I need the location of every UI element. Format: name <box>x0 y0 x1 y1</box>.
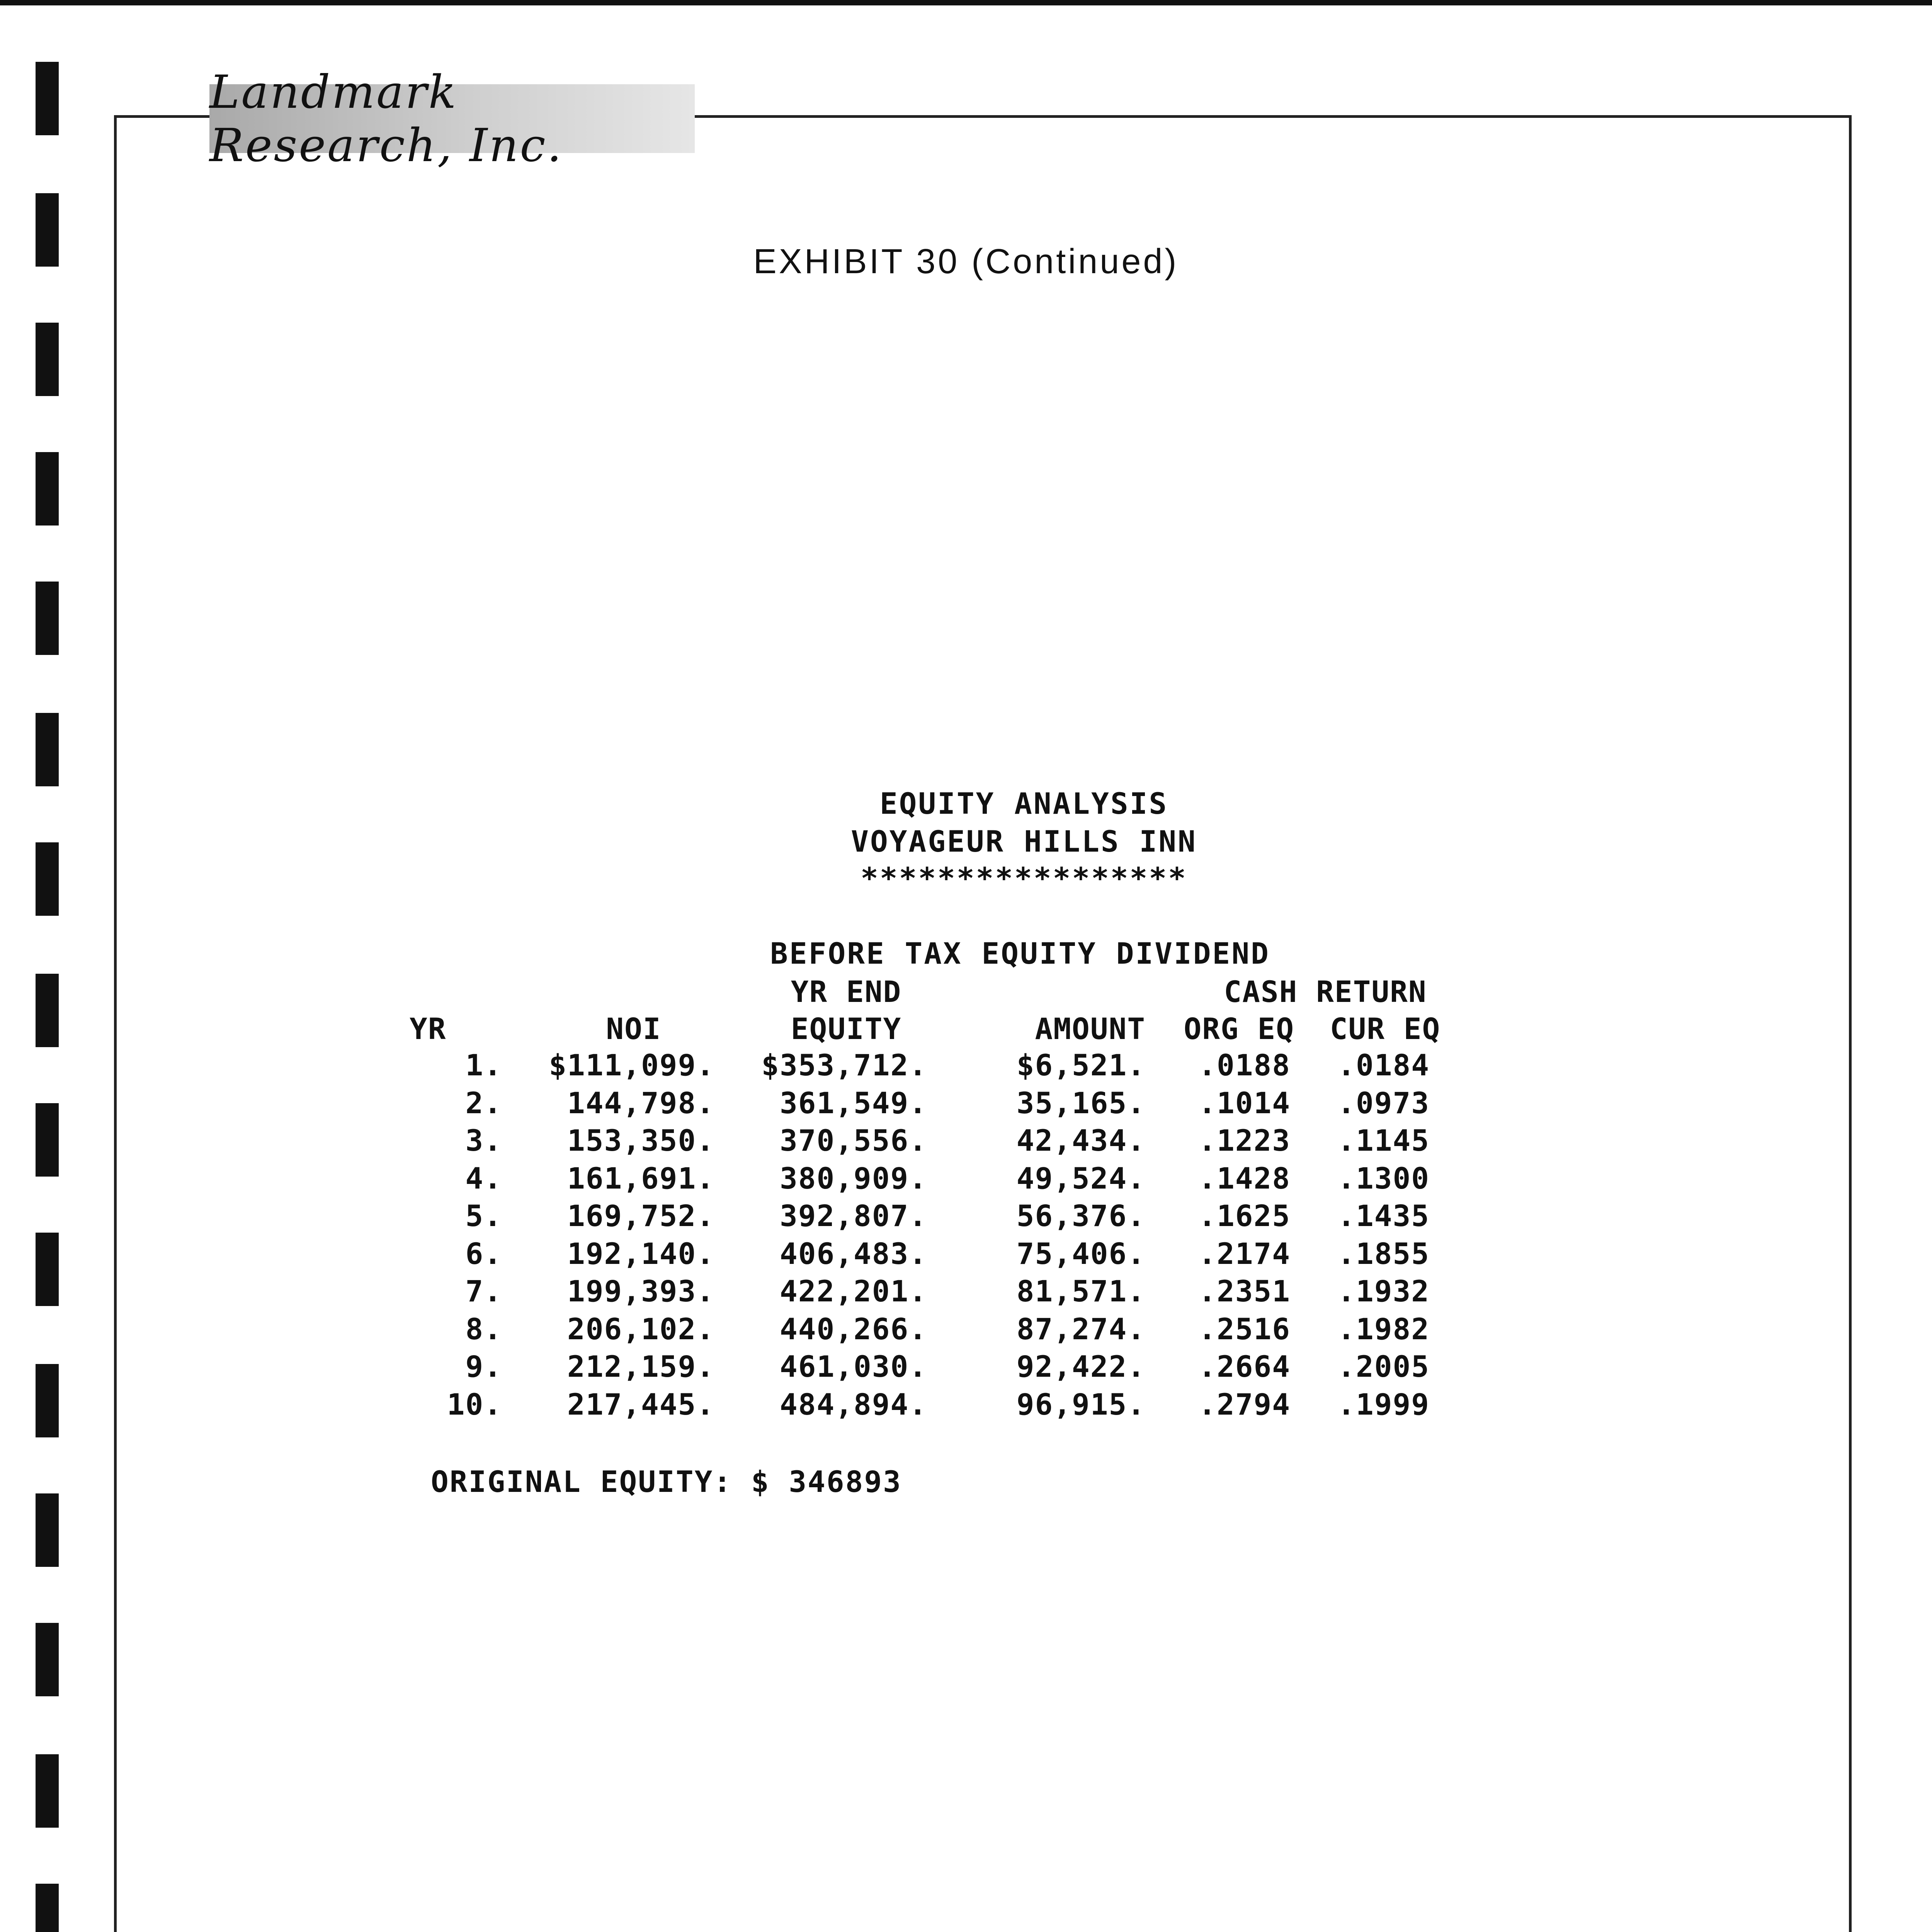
cell-yr: 10. <box>447 1387 502 1422</box>
report-subtitle: BEFORE TAX EQUITY DIVIDEND <box>770 936 1270 971</box>
exhibit-title: EXHIBIT 30 (Continued) <box>753 242 1179 281</box>
cell-amount: $6,521. <box>1016 1048 1146 1082</box>
page-frame <box>114 115 1852 1932</box>
cell-cur-eq: .1855 <box>1337 1236 1430 1271</box>
cell-cur-eq: .2005 <box>1337 1349 1430 1384</box>
cell-noi: 199,393. <box>567 1274 715 1308</box>
cell-amount: 42,434. <box>1016 1123 1146 1158</box>
binding-mark <box>36 1364 59 1437</box>
cell-cur-eq: .1999 <box>1337 1387 1430 1422</box>
cell-yr: 2. <box>465 1085 502 1120</box>
binding-mark <box>36 1884 59 1932</box>
original-equity: ORIGINAL EQUITY: $ 346893 <box>431 1464 902 1499</box>
cell-org-eq: .2351 <box>1198 1274 1291 1308</box>
page-top-edge <box>0 0 1932 5</box>
cell-noi: $111,099. <box>549 1048 715 1082</box>
cell-amount: 75,406. <box>1016 1236 1146 1271</box>
col-header-yr: YR <box>410 1012 447 1046</box>
cell-amount: 81,571. <box>1016 1274 1146 1308</box>
cell-org-eq: .1428 <box>1198 1161 1291 1196</box>
cell-yr-end-equity: 406,483. <box>779 1236 927 1271</box>
col-header-noi: NOI <box>606 1012 662 1046</box>
cell-noi: 206,102. <box>567 1311 715 1346</box>
cell-cur-eq: .1145 <box>1337 1123 1430 1158</box>
cell-org-eq: .0188 <box>1198 1048 1291 1082</box>
binding-mark <box>36 1233 59 1306</box>
cell-amount: 49,524. <box>1016 1161 1146 1196</box>
cell-org-eq: .1625 <box>1198 1199 1291 1233</box>
col-header-equity: EQUITY <box>791 1012 902 1046</box>
cell-yr: 7. <box>465 1274 502 1308</box>
property-name: VOYAGEUR HILLS INN <box>851 824 1197 859</box>
cell-org-eq: .2174 <box>1198 1236 1291 1271</box>
cell-noi: 144,798. <box>567 1085 715 1120</box>
cell-yr: 1. <box>465 1048 502 1082</box>
cell-cur-eq: .0184 <box>1337 1048 1430 1082</box>
binding-mark <box>36 193 59 267</box>
cell-amount: 87,274. <box>1016 1311 1146 1346</box>
cell-org-eq: .2664 <box>1198 1349 1291 1384</box>
cell-amount: 35,165. <box>1016 1085 1146 1120</box>
binding-mark <box>36 323 59 396</box>
company-logo-text: Landmark Research, Inc. <box>209 65 563 172</box>
col-header-cur-eq: CUR EQ <box>1330 1012 1441 1046</box>
company-logo <box>209 65 695 172</box>
cell-yr: 6. <box>465 1236 502 1271</box>
cell-amount: 56,376. <box>1016 1199 1146 1233</box>
cell-cur-eq: .0973 <box>1337 1085 1430 1120</box>
cell-noi: 217,445. <box>567 1387 715 1422</box>
binding-marks <box>36 0 59 1932</box>
cell-noi: 169,752. <box>567 1199 715 1233</box>
cell-yr: 4. <box>465 1161 502 1196</box>
col-header-cash-return: CASH RETURN <box>1224 975 1427 1009</box>
cell-yr-end-equity: 440,266. <box>779 1311 927 1346</box>
cell-yr-end-equity: 361,549. <box>779 1085 927 1120</box>
binding-mark <box>36 1493 59 1567</box>
binding-mark <box>36 713 59 786</box>
cell-yr-end-equity: 380,909. <box>779 1161 927 1196</box>
binding-mark <box>36 842 59 916</box>
cell-amount: 92,422. <box>1016 1349 1146 1384</box>
binding-mark <box>36 1103 59 1177</box>
col-header-amount: AMOUNT <box>1035 1012 1146 1046</box>
cell-noi: 192,140. <box>567 1236 715 1271</box>
cell-cur-eq: .1300 <box>1337 1161 1430 1196</box>
binding-mark <box>36 62 59 135</box>
binding-mark <box>36 974 59 1047</box>
binding-mark <box>36 582 59 655</box>
cell-yr: 9. <box>465 1349 502 1384</box>
cell-org-eq: .2516 <box>1198 1311 1291 1346</box>
cell-amount: 96,915. <box>1016 1387 1146 1422</box>
cell-cur-eq: .1982 <box>1337 1311 1430 1346</box>
cell-yr: 8. <box>465 1311 502 1346</box>
cell-org-eq: .2794 <box>1198 1387 1291 1422</box>
cell-yr-end-equity: 484,894. <box>779 1387 927 1422</box>
col-header-org-eq: ORG EQ <box>1184 1012 1294 1046</box>
col-header-yr-end: YR END <box>791 975 902 1009</box>
cell-org-eq: .1014 <box>1198 1085 1291 1120</box>
cell-cur-eq: .1932 <box>1337 1274 1430 1308</box>
report-title: EQUITY ANALYSIS <box>879 786 1168 821</box>
cell-yr: 5. <box>465 1199 502 1233</box>
cell-yr: 3. <box>465 1123 502 1158</box>
cell-yr-end-equity: 461,030. <box>779 1349 927 1384</box>
binding-mark <box>36 1754 59 1828</box>
cell-noi: 212,159. <box>567 1349 715 1384</box>
cell-noi: 161,691. <box>567 1161 715 1196</box>
binding-mark <box>36 452 59 526</box>
cell-yr-end-equity: 392,807. <box>779 1199 927 1233</box>
cell-yr-end-equity: 422,201. <box>779 1274 927 1308</box>
binding-mark <box>36 1623 59 1696</box>
cell-yr-end-equity: $353,712. <box>761 1048 927 1082</box>
title-separator: ***************** <box>861 861 1187 895</box>
cell-org-eq: .1223 <box>1198 1123 1291 1158</box>
cell-noi: 153,350. <box>567 1123 715 1158</box>
cell-yr-end-equity: 370,556. <box>779 1123 927 1158</box>
cell-cur-eq: .1435 <box>1337 1199 1430 1233</box>
